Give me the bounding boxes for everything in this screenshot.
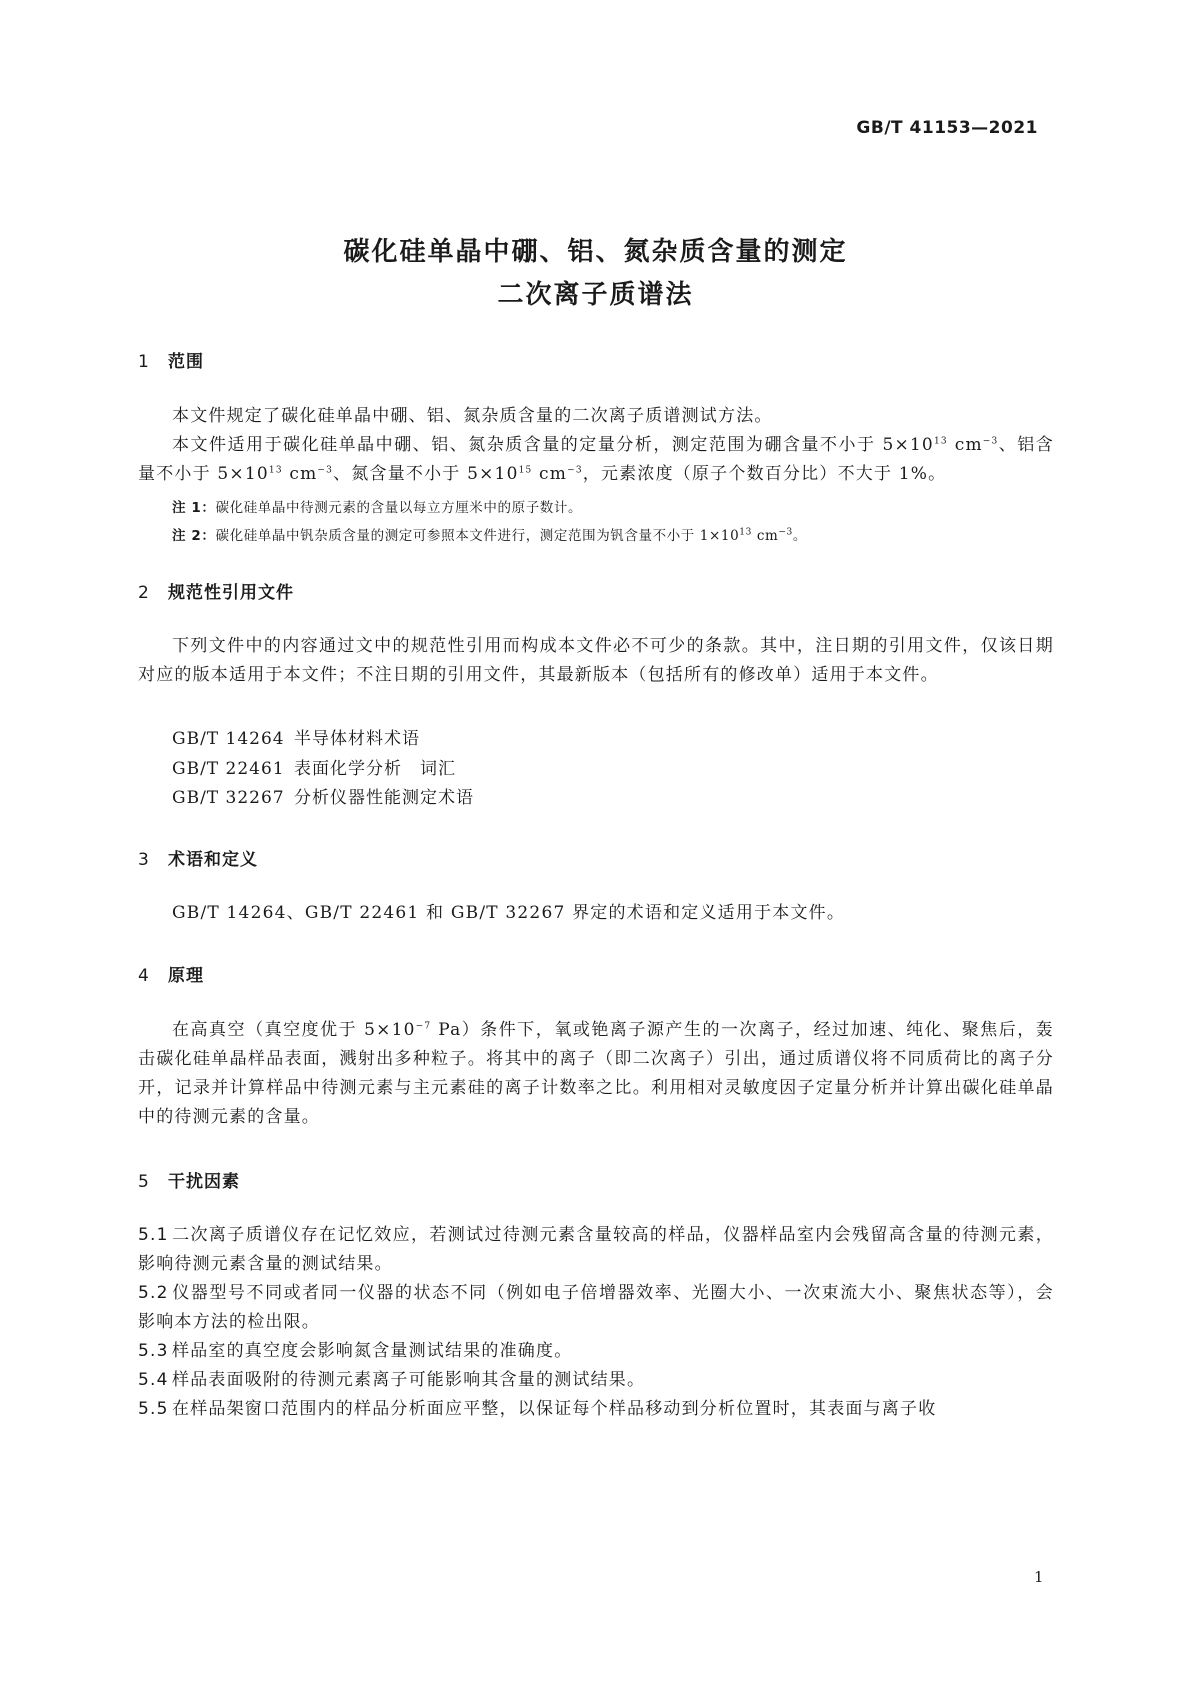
- note-label: 注 1：: [172, 500, 216, 516]
- section-5-heading: [138, 1167, 240, 1192]
- document-title: 碳化硅单晶中硼、铝、氮杂质含量的测定: [343, 237, 848, 267]
- reference-code: GB/T 14264: [172, 729, 285, 749]
- clause-text: 在样品架窗口范围内的样品分析面应平整，以保证每个样品移动到分析位置时，其表面与离子收: [172, 1399, 937, 1419]
- reference-item: [172, 724, 420, 749]
- clause-text: 二次离子质谱仪存在记忆效应，若测试过待测元素含量较高的样品，仪器样品室内会残留高含量的待测元素，影响待测元素含量的测试结果。: [138, 1225, 1054, 1274]
- note-text: 碳化硅单晶中待测元素的含量以每立方厘米中的原子数计。: [215, 500, 583, 516]
- reference-title: 半导体材料术语: [294, 729, 420, 749]
- clause-text: 仪器型号不同或者同一仪器的状态不同（例如电子倍增器效率、光圈大小、一次束流大小、聚焦状态等），会影响本方法的检出限。: [138, 1283, 1054, 1332]
- clause-5-3: [138, 1337, 1054, 1366]
- clause-number: 5.4: [138, 1370, 169, 1390]
- section-2-heading: [138, 578, 294, 603]
- clause-5-2: [138, 1279, 1054, 1337]
- clause-text: 样品表面吸附的待测元素离子可能影响其含量的测试结果。: [172, 1370, 646, 1390]
- clause-number: 5.2: [138, 1283, 169, 1303]
- clause-5-5: [138, 1395, 1054, 1424]
- reference-item: [172, 754, 456, 779]
- clause-number: 5.5: [138, 1399, 169, 1419]
- clause-number: 5.1: [138, 1225, 169, 1245]
- section-number: 2: [138, 583, 150, 603]
- note-1: [172, 496, 582, 516]
- section-number: 1: [138, 352, 150, 372]
- section-title: 范围: [168, 352, 204, 372]
- note-label: 注 2：: [172, 528, 216, 544]
- section-number: 3: [138, 850, 150, 870]
- standard-code: GB/T 41153—2021: [856, 118, 1038, 138]
- note-2: 注 2：碳化硅单晶中钒杂质含量的测定可参照本文件进行，测定范围为钒含量不小于 $1\times 10^{13}$ $cm^{-3}$。: [172, 527, 807, 544]
- clause-number: 5.3: [138, 1341, 169, 1361]
- reference-code: GB/T 22461: [172, 759, 285, 779]
- section-title: 干扰因素: [168, 1172, 240, 1192]
- section-4-paragraph-1: 在高真空（真空度优于 $5\times 10^{-7}$ Pa）条件下，氧或铯离子源产生的一次离子，经过加速、纯化、聚焦后，轰击碳化硅单晶样品表面，溅射出多种粒子。将其中的离子（即二次离子）引出，通过质谱仪将不同质荷比的离子分开，记录并计算样品中待测元素与主元素硅的离子计数率之比。利用相对灵敏度因子定量分析并计算出碳化硅单晶中的待测元素的含量。: [138, 1020, 1054, 1127]
- section-1-heading: [138, 347, 204, 372]
- page-number: 1: [1034, 1568, 1044, 1586]
- section-3-heading: [138, 845, 258, 870]
- clause-text: 样品室的真空度会影响氮含量测试结果的准确度。: [172, 1341, 573, 1361]
- reference-item: [172, 783, 474, 808]
- reference-code: GB/T 32267: [172, 788, 285, 808]
- reference-title: 表面化学分析 词汇: [294, 759, 456, 779]
- section-3-paragraph-1: GB/T 14264、GB/T 22461 和 GB/T 32267 界定的术语和定义适用于本文件。: [172, 903, 846, 923]
- clause-5-4: [138, 1366, 1054, 1395]
- section-number: 5: [138, 1172, 150, 1192]
- section-1-paragraph-2: 本文件适用于碳化硅单晶中硼、铝、氮杂质含量的定量分析，测定范围为硼含量不小于 $5\times 10^{13}$ $cm^{-3}$、铝含量不小于 $5\times 10^{13}$ $cm^{-3}$、氮含量不小于 $5\times 10^{15}$ $cm^{-3}$，元素浓度（原子个数百分比）不大于 1%。: [138, 435, 1054, 484]
- document-subtitle: 二次离子质谱法: [497, 280, 694, 310]
- section-title: 规范性引用文件: [168, 583, 294, 603]
- clause-5-1: [138, 1221, 1054, 1279]
- section-2-paragraph-1: 下列文件中的内容通过文中的规范性引用而构成本文件必不可少的条款。其中，注日期的引用文件，仅该日期对应的版本适用于本文件；不注日期的引用文件，其最新版本（包括所有的修改单）适用于本文件。: [138, 636, 1054, 685]
- section-1-paragraph-1: 本文件规定了碳化硅单晶中硼、铝、氮杂质含量的二次离子质谱测试方法。: [172, 406, 773, 426]
- section-title: 术语和定义: [168, 850, 258, 870]
- section-title: 原理: [168, 966, 204, 986]
- section-number: 4: [138, 966, 150, 986]
- section-4-heading: [138, 961, 204, 986]
- reference-title: 分析仪器性能测定术语: [294, 788, 474, 808]
